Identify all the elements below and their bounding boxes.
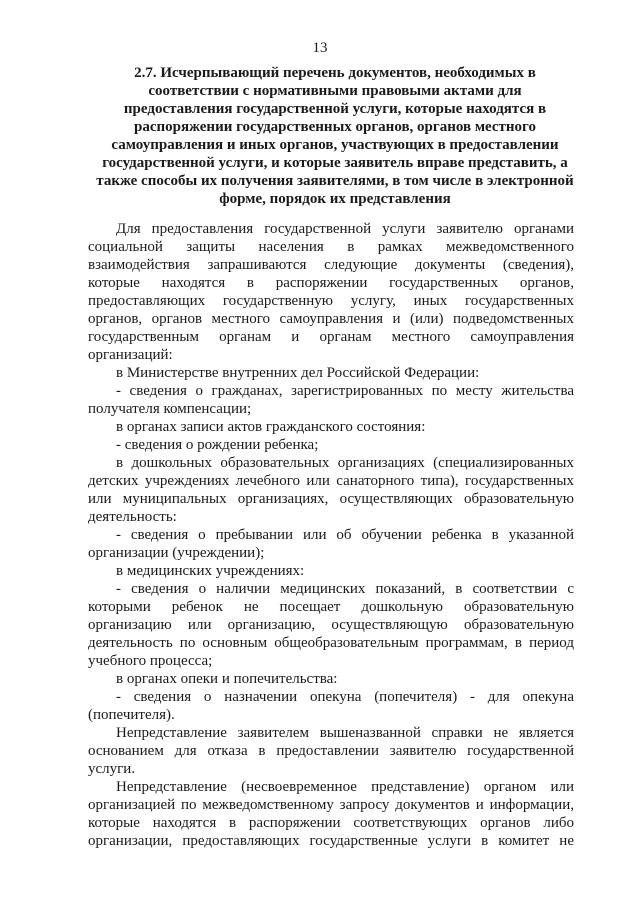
body-line: основанием для отказа в предоставлении заявителю государственной [88, 743, 574, 759]
body-line: организаций: [88, 347, 173, 363]
body-line: в медицинских учреждениях: [116, 563, 305, 579]
body-line: Непредставление заявителем вышеназванной справки не является [116, 725, 574, 741]
body-line: - сведения о рождении ребенка; [116, 437, 319, 453]
body-line: (попечителя). [88, 707, 175, 723]
page-number: 13 [312, 40, 328, 56]
body-line: учебного процесса; [88, 653, 213, 669]
heading-line: соответствии с нормативными правовыми актами для [148, 83, 522, 99]
body-line: социальной защиты населения в рамках межведомственного [88, 239, 574, 255]
heading-line: форме, порядок их представления [219, 191, 451, 207]
body-line: или муниципальных организациях, осуществляющих образовательную [88, 491, 574, 507]
body-line: которыми ребенок не посещает дошкольную образовательную [88, 599, 574, 615]
body-line: - сведения о назначении опекуна (попечителя) - для опекуна [116, 689, 574, 705]
body-line: деятельность: [88, 509, 177, 525]
body-line: услуги. [88, 761, 136, 777]
body-line: Непредставление (несвоевременное представление) органом или [116, 779, 574, 795]
section-heading [96, 64, 574, 208]
heading-line: самоуправления и иных органов, участвующих в предоставлении [111, 137, 559, 153]
body-line: органов, органов местного самоуправления и (или) подведомственных [88, 311, 574, 327]
body-line: которые находятся в распоряжении соответствующих органов либо [88, 815, 574, 831]
heading-line: также способы их получения заявителями, в том числе в электронной [96, 173, 574, 189]
body-line: организацией по межведомственному запросу документов и информации, [88, 797, 574, 813]
body-line: взаимодействия запрашиваются следующие документы (сведения), [88, 257, 574, 273]
body-line: детских учреждениях лечебного или санаторного типа), государственных [88, 473, 574, 489]
body-text [88, 220, 574, 850]
body-line: - сведения о наличии медицинских показаний, в соответствии с [116, 581, 574, 597]
body-line: организации (учреждении); [88, 545, 265, 561]
body-line: Для предоставления государственной услуги заявителю органами [116, 221, 574, 237]
heading-line: 2.7. Исчерпывающий перечень документов, необходимых в [134, 65, 536, 81]
body-line: предоставляющих государственную услугу, иных государственных [88, 293, 574, 309]
heading-line: предоставления государственной услуги, которые находятся в [123, 101, 547, 117]
body-line: организацию или организацию, осуществляющую образовательную [88, 617, 574, 633]
body-line: государственным органам и органам местного самоуправления [88, 329, 574, 345]
heading-line: распоряжении государственных органов, органов местного [134, 119, 536, 135]
body-line: в органах опеки и попечительства: [116, 671, 338, 687]
body-line: в дошкольных образовательных организациях (специализированных [116, 455, 574, 471]
body-line: получателя компенсации; [88, 401, 252, 417]
body-line: - сведения о гражданах, зарегистрированных по месту жительства [116, 383, 574, 399]
body-line: в Министерстве внутренних дел Российской Федерации: [116, 365, 480, 381]
body-line: организации, предоставляющих государственные услуги в комитет не [88, 833, 574, 849]
body-line: в органах записи актов гражданского состояния: [116, 419, 426, 435]
body-line: деятельность по основным общеобразовательным программам, в период [88, 635, 574, 651]
body-line: - сведения о пребывании или об обучении ребенка в указанной [116, 527, 574, 543]
heading-line: государственной услуги, и которые заявитель вправе представить, а [102, 155, 568, 171]
body-line: которые находятся в распоряжении государственных органов, [88, 275, 574, 291]
